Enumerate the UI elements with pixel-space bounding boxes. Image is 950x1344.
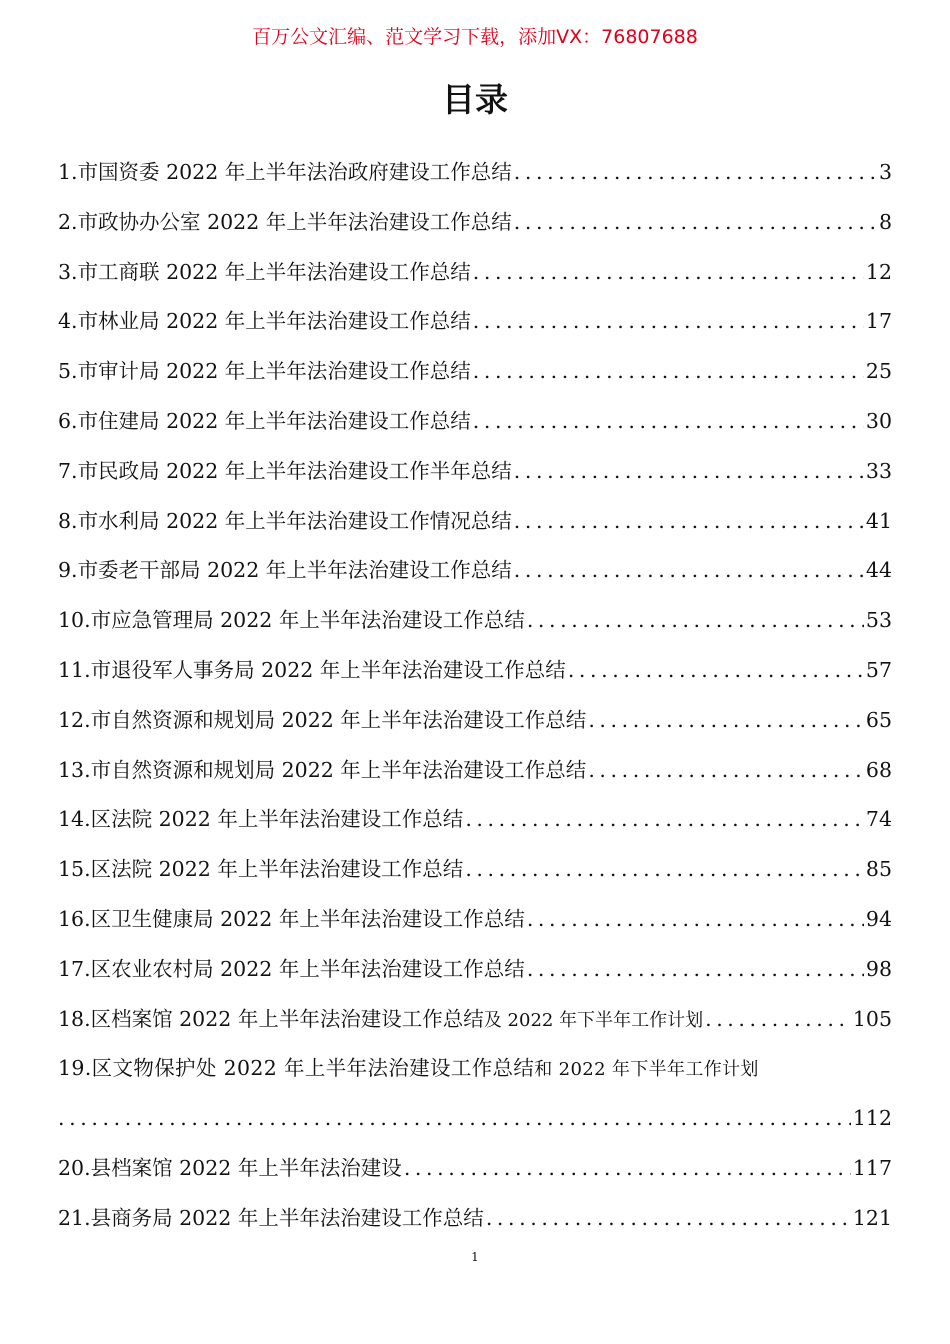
toc-entry[interactable] <box>58 447 892 497</box>
table-of-contents <box>58 148 892 1244</box>
toc-entry[interactable] <box>58 945 892 995</box>
toc-page-number: 98 <box>865 956 892 981</box>
toc-page-number: 121 <box>852 1205 892 1230</box>
toc-entry-title: 9.市委老干部局 2022 年上半年法治建设工作总结 <box>58 558 512 583</box>
toc-page-number: 53 <box>865 608 892 633</box>
toc-entry-title: 6.市住建局 2022 年上半年法治建设工作总结 <box>58 408 471 433</box>
toc-entry-title: 13.市自然资源和规划局 2022 年上半年法治建设工作总结 <box>58 757 587 782</box>
toc-page-number: 117 <box>852 1155 892 1180</box>
toc-entry-title: 4.市林业局 2022 年上半年法治建设工作总结 <box>58 309 471 334</box>
toc-page-number: 30 <box>865 408 892 433</box>
toc-dot-leader <box>465 845 864 895</box>
toc-page-number: 65 <box>865 707 892 732</box>
toc-entry[interactable] <box>58 1144 892 1194</box>
toc-entry[interactable] <box>58 995 892 1045</box>
toc-entry-title: 18.区档案馆 2022 年上半年法治建设工作总结及 2022 年下半年工作计划 <box>58 1006 704 1031</box>
toc-dot-leader <box>486 1194 851 1244</box>
toc-entry[interactable] <box>58 1044 892 1094</box>
toc-entry-title: 19.区文物保护处 2022 年上半年法治建设工作总结和 2022 年下半年工作计划 <box>58 1056 759 1081</box>
watermark-banner: 百万公文汇编、范文学习下载，添加VX：76807688 <box>252 26 698 48</box>
toc-dot-leader <box>527 895 864 945</box>
toc-dot-leader <box>514 447 864 497</box>
toc-entry[interactable] <box>58 795 892 845</box>
toc-entry-title: 21.县商务局 2022 年上半年法治建设工作总结 <box>58 1205 484 1230</box>
toc-entry-title: 15.区法院 2022 年上半年法治建设工作总结 <box>58 857 464 882</box>
toc-entry-title: 12.市自然资源和规划局 2022 年上半年法治建设工作总结 <box>58 707 587 732</box>
toc-page-number: 105 <box>852 1006 892 1031</box>
toc-dot-leader <box>568 646 864 696</box>
toc-entry[interactable] <box>58 397 892 447</box>
toc-page-number: 33 <box>865 458 892 483</box>
toc-entry[interactable] <box>58 248 892 298</box>
toc-dot-leader <box>588 696 864 746</box>
toc-dot-leader <box>527 945 864 995</box>
toc-entry-title: 16.区卫生健康局 2022 年上半年法治建设工作总结 <box>58 906 525 931</box>
page-number-footer: 1 <box>471 1250 479 1264</box>
toc-entry-title: 14.区法院 2022 年上半年法治建设工作总结 <box>58 807 464 832</box>
toc-entry-title: 10.市应急管理局 2022 年上半年法治建设工作总结 <box>58 608 525 633</box>
toc-dot-leader <box>473 397 864 447</box>
toc-entry-title: 8.市水利局 2022 年上半年法治建设工作情况总结 <box>58 508 512 533</box>
toc-entry[interactable] <box>58 546 892 596</box>
toc-entry-continuation[interactable] <box>58 1094 892 1144</box>
toc-page-number: 44 <box>865 558 892 583</box>
toc-entry[interactable] <box>58 845 892 895</box>
toc-entry[interactable] <box>58 347 892 397</box>
toc-page-number: 112 <box>852 1106 892 1131</box>
toc-entry[interactable] <box>58 646 892 696</box>
toc-dot-leader <box>514 546 864 596</box>
toc-page-number: 85 <box>865 857 892 882</box>
toc-dot-leader <box>58 1094 851 1144</box>
toc-page-number: 68 <box>865 757 892 782</box>
toc-entry-title: 5.市审计局 2022 年上半年法治建设工作总结 <box>58 359 471 384</box>
toc-dot-leader <box>514 198 877 248</box>
toc-dot-leader <box>588 746 864 796</box>
toc-page-number: 25 <box>865 359 892 384</box>
toc-page-number: 74 <box>865 807 892 832</box>
toc-page-number: 3 <box>878 160 892 184</box>
toc-entry[interactable] <box>58 497 892 547</box>
toc-dot-leader <box>514 148 877 198</box>
toc-entry-title: 20.县档案馆 2022 年上半年法治建设 <box>58 1155 402 1180</box>
toc-page-number: 12 <box>865 259 892 284</box>
toc-page-number: 94 <box>865 906 892 931</box>
toc-entry[interactable] <box>58 696 892 746</box>
page-title: 目录 <box>442 80 508 119</box>
toc-dot-leader <box>404 1144 851 1194</box>
toc-dot-leader <box>473 248 864 298</box>
toc-dot-leader <box>465 795 864 845</box>
toc-entry[interactable] <box>58 746 892 796</box>
toc-page-number: 41 <box>865 508 892 533</box>
toc-entry[interactable] <box>58 895 892 945</box>
toc-entry[interactable] <box>58 297 892 347</box>
toc-dot-leader <box>473 347 864 397</box>
toc-entry[interactable] <box>58 198 892 248</box>
toc-dot-leader <box>473 297 864 347</box>
toc-dot-leader <box>705 995 851 1045</box>
toc-page-number: 57 <box>865 657 892 682</box>
toc-entry[interactable] <box>58 596 892 646</box>
toc-dot-leader <box>527 596 864 646</box>
toc-entry-title: 11.市退役军人事务局 2022 年上半年法治建设工作总结 <box>58 657 566 682</box>
toc-entry-title: 3.市工商联 2022 年上半年法治建设工作总结 <box>58 259 471 284</box>
toc-dot-leader <box>514 497 864 547</box>
toc-entry[interactable] <box>58 148 892 198</box>
toc-entry-title: 1.市国资委 2022 年上半年法治政府建设工作总结 <box>58 160 512 184</box>
toc-entry[interactable] <box>58 1194 892 1244</box>
toc-entry-title: 7.市民政局 2022 年上半年法治建设工作半年总结 <box>58 458 512 483</box>
toc-entry-title: 17.区农业农村局 2022 年上半年法治建设工作总结 <box>58 956 525 981</box>
toc-entry-title: 2.市政协办公室 2022 年上半年法治建设工作总结 <box>58 209 512 234</box>
toc-page-number: 17 <box>865 309 892 334</box>
toc-page-number: 8 <box>878 209 892 234</box>
